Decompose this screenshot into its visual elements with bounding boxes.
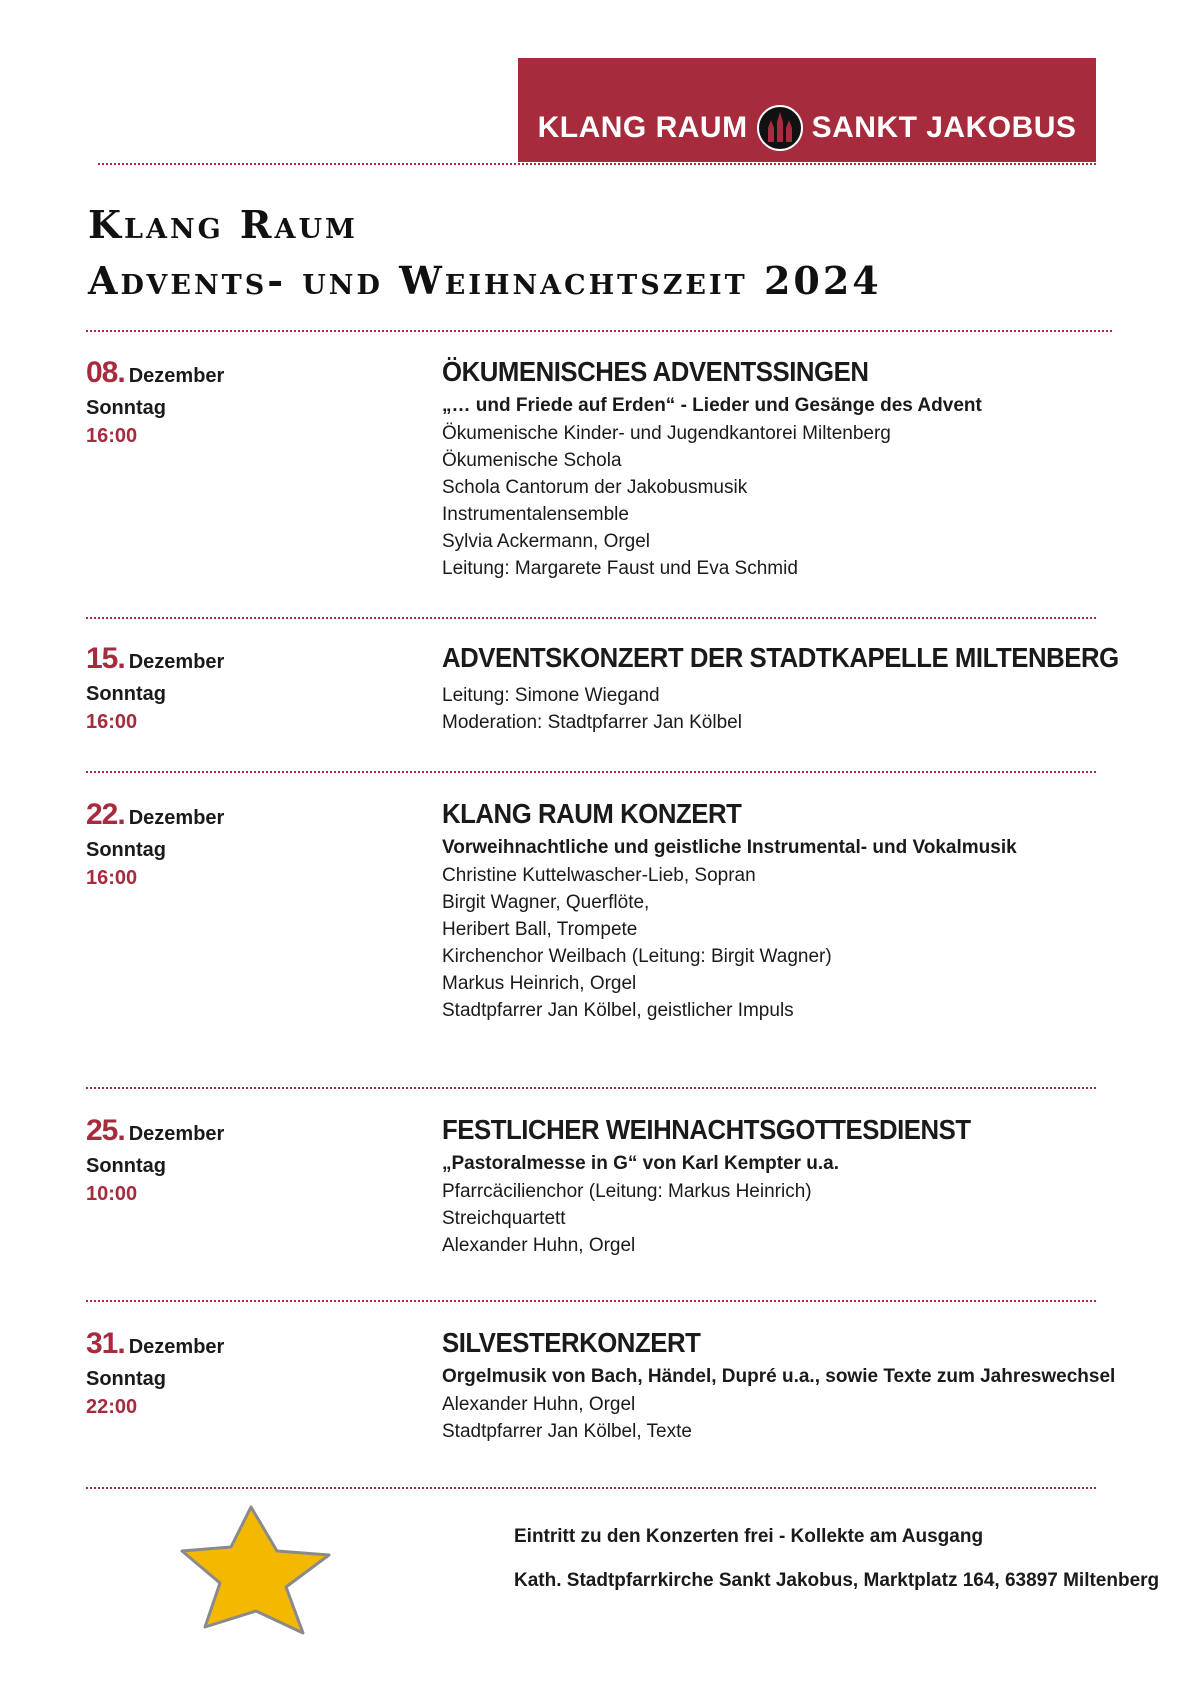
event-date [86,358,416,388]
event-weekday: Sonntag [86,1368,166,1390]
event-day: 22. [86,798,125,831]
event-line: Stadtpfarrer Jan Kölbel, geistlicher Impuls [442,999,794,1021]
event-time: 16:00 [86,425,138,447]
header-banner [518,58,1096,162]
event-line: Leitung: Simone Wiegand [442,685,660,706]
event-weekday: Sonntag [86,839,166,861]
event-divider [86,617,1096,619]
event-line: Instrumentalensemble [442,503,629,525]
event-title: KLANG RAUM KONZERT [442,798,742,829]
event-day: 31. [86,1327,125,1360]
event-line: Alexander Huhn, Orgel [442,1234,636,1256]
banner-left-word: KLANG RAUM [537,111,748,144]
event-lines [442,1178,1102,1259]
banner-right-word: SANKT JAKOBUS [811,111,1077,144]
event-lines [442,862,1102,1024]
event-time: 22:00 [86,1396,138,1418]
event-lines [442,682,1102,736]
event-weekday: Sonntag [86,397,166,419]
event-line: Markus Heinrich, Orgel [442,972,637,994]
event-line: Streichquartett [442,1207,566,1229]
event-divider [86,1300,1096,1302]
event-line: Pfarrcäcilienchor (Leitung: Markus Heinrich) [442,1180,812,1202]
event-subtitle: „… und Friede auf Erden“ - Lieder und Gesänge des Advent [442,395,982,416]
page-title-line-2: Advents- und Weihnachtszeit 2024 [88,258,882,303]
event-line: Ökumenische Schola [442,449,622,471]
event-date [86,1329,416,1359]
event-lines [442,1391,1102,1445]
footer-divider [86,1487,1096,1489]
event-divider [86,771,1096,773]
footer-admission: Eintritt zu den Konzerten frei - Kollekte am Ausgang [514,1526,984,1547]
event-line: Stadtpfarrer Jan Kölbel, Texte [442,1420,692,1442]
event-day: 08. [86,356,125,389]
event-line: Heribert Ball, Trompete [442,918,638,940]
banner-content [518,104,1096,152]
event-date [86,800,416,830]
event-divider [86,1087,1096,1089]
event-month: Dezember [128,365,225,387]
event-day: 25. [86,1114,125,1147]
event-line: Ökumenische Kinder- und Jugendkantorei Miltenberg [442,422,891,444]
event-date-block [86,358,416,446]
event-line: Leitung: Margarete Faust und Eva Schmid [442,557,798,579]
event-line: Schola Cantorum der Jakobusmusik [442,476,748,498]
event-line: Moderation: Stadtpfarrer Jan Kölbel [442,712,742,733]
event-title: ÖKUMENISCHES ADVENTSSINGEN [442,356,869,387]
event-title: SILVESTERKONZERT [442,1327,701,1358]
event-month: Dezember [128,807,225,829]
footer-address: Kath. Stadtpfarrkirche Sankt Jakobus, Marktplatz 164, 63897 Miltenberg [514,1570,1160,1591]
event-lines [442,420,1102,582]
event-subtitle: Orgelmusik von Bach, Händel, Dupré u.a., sowie Texte zum Jahreswechsel [442,1366,1116,1387]
event-subtitle: „Pastoralmesse in G“ von Karl Kempter u.a. [442,1153,840,1174]
event-time: 16:00 [86,711,138,733]
event-weekday: Sonntag [86,1155,166,1177]
event-line: Christine Kuttelwascher-Lieb, Sopran [442,864,756,886]
event-line: Sylvia Ackermann, Orgel [442,530,651,552]
church-icon [756,104,804,152]
star-icon [176,1503,338,1637]
event-month: Dezember [128,1336,225,1358]
event-line: Alexander Huhn, Orgel [442,1393,636,1415]
event-details [442,800,1102,1024]
event-month: Dezember [128,651,225,673]
event-details [442,1327,1116,1445]
event-time: 16:00 [86,867,138,889]
event-details [442,1116,1102,1259]
event-line: Birgit Wagner, Querflöte, [442,891,650,913]
event-details [442,642,1119,736]
event-date [86,644,416,674]
event-date-block [86,644,416,732]
event-date-block [86,800,416,888]
event-date [86,1116,416,1146]
event-title: FESTLICHER WEIHNACHTSGOTTESDIENST [442,1114,971,1145]
event-details [442,358,1102,582]
page-title-line-1: Klang Raum [88,202,358,247]
event-title: ADVENTSKONZERT DER STADTKAPELLE MILTENBERG [442,642,1119,673]
event-month: Dezember [128,1123,225,1145]
event-date-block [86,1116,416,1204]
banner-divider [98,163,1096,165]
event-date-block [86,1329,416,1417]
event-line: Kirchenchor Weilbach (Leitung: Birgit Wagner) [442,945,832,967]
event-subtitle: Vorweihnachtliche und geistliche Instrumental- und Vokalmusik [442,837,1017,858]
event-day: 15. [86,642,125,675]
event-time: 10:00 [86,1183,138,1205]
event-weekday: Sonntag [86,683,166,705]
title-divider [86,330,1112,332]
